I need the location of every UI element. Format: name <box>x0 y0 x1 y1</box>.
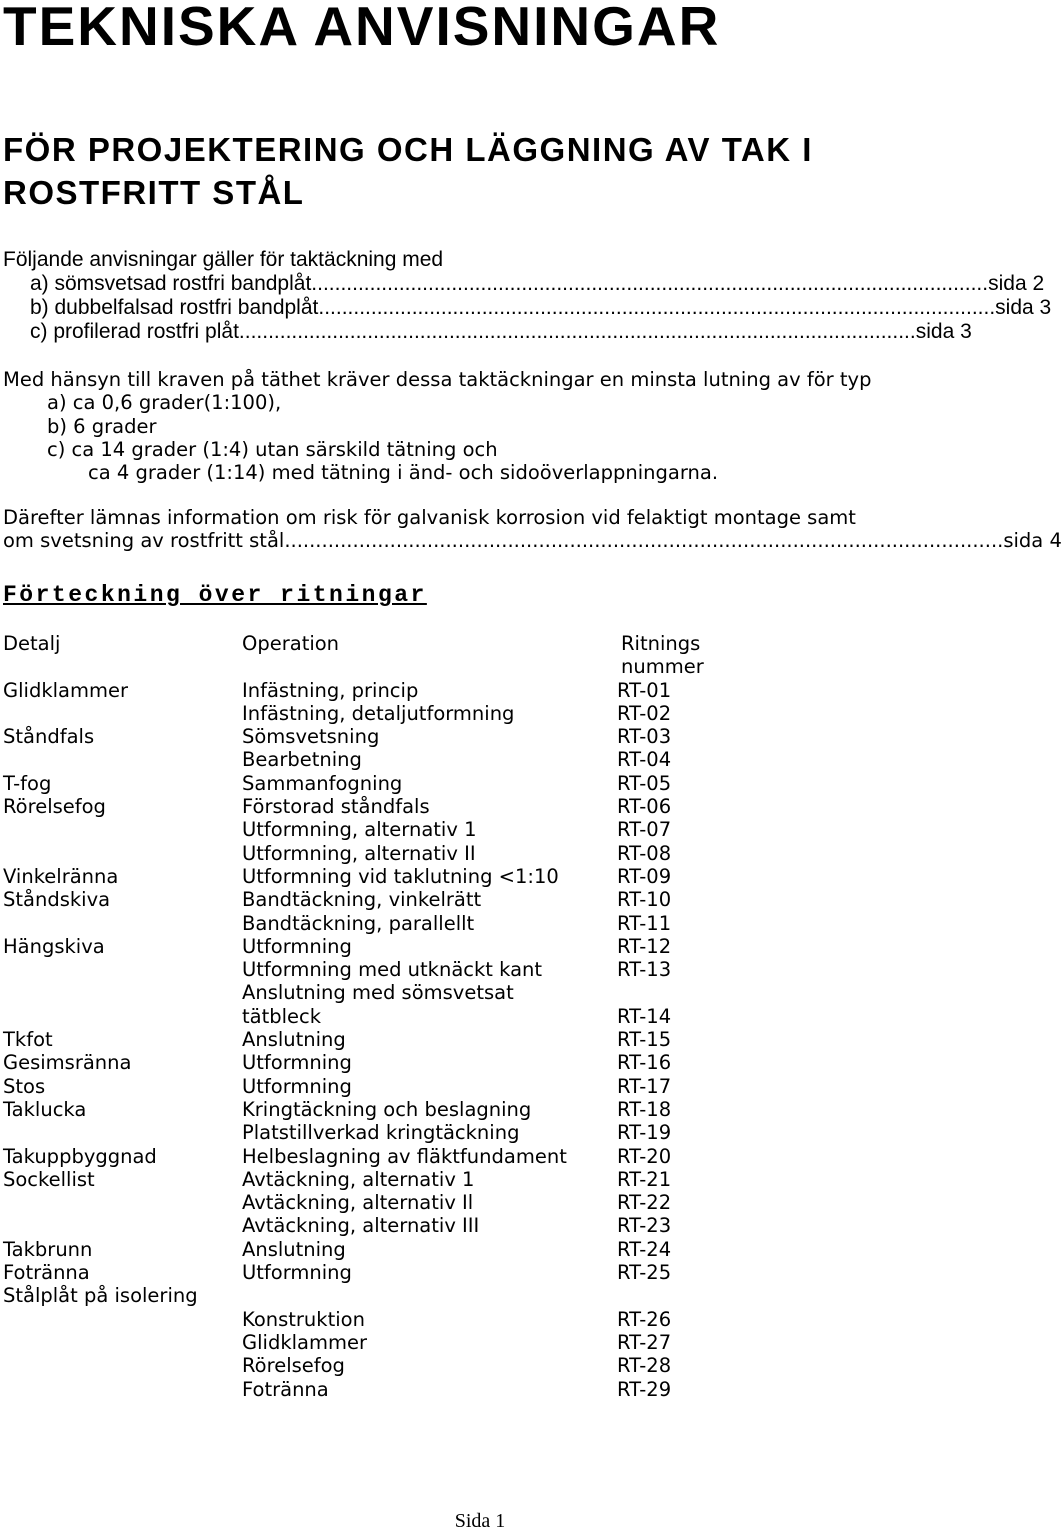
cell-detail: Fotränna <box>3 1261 90 1285</box>
cell-drawing-number: RT-10 <box>617 888 672 912</box>
document-subtitle: FÖR PROJEKTERING OCH LÄGGNING AV TAK I ROSTFRITT STÅL <box>3 131 813 211</box>
cell-detail: Glidklammer <box>3 678 128 702</box>
intro-item-page: sida 2 <box>988 272 1045 295</box>
cell-detail: Tkfot <box>3 1028 53 1052</box>
cell-drawing-number: RT-26 <box>617 1307 672 1331</box>
slope-item-continuation: ca 4 grader (1:14) med tätning i änd- och sidoöverlappningarna. <box>88 461 719 485</box>
intro-section <box>3 248 1052 344</box>
cell-drawing-number: RT-17 <box>617 1074 672 1098</box>
cell-drawing-number: RT-12 <box>617 934 672 958</box>
cell-operation: Utformning vid taklutning <1:10 <box>242 864 559 888</box>
cell-operation: Infästning, detaljutformning <box>242 701 515 725</box>
cell-operation: Avtäckning, alternativ Il <box>242 1191 474 1215</box>
intro-item-page: sida 3 <box>915 320 972 343</box>
cell-operation: Utformning, alternativ 1 <box>242 818 477 842</box>
cell-drawing-number: RT-20 <box>617 1144 672 1168</box>
cell-drawing-number: RT-16 <box>617 1051 672 1075</box>
cell-detail: Takuppbyggnad <box>3 1144 157 1168</box>
cell-drawing-number: RT-13 <box>617 958 672 982</box>
intro-item <box>3 272 1045 296</box>
cell-operation: Utformning, alternativ II <box>242 841 476 865</box>
cell-drawing-number: RT-18 <box>617 1097 672 1121</box>
cell-operation: Platstillverkad kringtäckning <box>242 1121 520 1145</box>
drawing-list-heading: Förteckning över ritningar <box>3 582 427 608</box>
cell-drawing-number: RT-11 <box>617 911 672 935</box>
galvanic-line: Därefter lämnas information om risk för galvanisk korrosion vid felaktigt montage samt <box>3 506 856 529</box>
cell-drawing-number: RT-15 <box>617 1028 672 1052</box>
cell-drawing-number: RT-08 <box>617 841 672 865</box>
cell-operation: Rörelsefog <box>242 1354 345 1378</box>
cell-drawing-number: RT-06 <box>617 795 672 819</box>
dot-leader: .................................................................................................................... <box>284 529 1004 553</box>
cell-operation: Avtäckning, alternativ 1 <box>242 1167 475 1191</box>
cell-operation: Infästning, princip <box>242 678 419 702</box>
cell-detail: Ståndskiva <box>3 888 111 912</box>
slope-item: a) ca 0,6 grader(1:100), <box>47 391 282 415</box>
cell-detail: Ståndfals <box>3 725 95 749</box>
intro-lead: Följande anvisningar gäller för taktäckning med <box>3 248 444 271</box>
cell-operation: Bandtäckning, vinkelrätt <box>242 888 482 912</box>
cell-operation: Anslutning med sömsvetsat tätbleck <box>242 981 514 1028</box>
cell-drawing-number: RT-22 <box>617 1191 672 1215</box>
cell-drawing-number: RT-25 <box>617 1261 672 1285</box>
cell-operation: Utformning med utknäckt kant <box>242 958 543 982</box>
cell-drawing-number: RT-29 <box>617 1377 672 1401</box>
cell-detail: Vinkelränna <box>3 864 119 888</box>
cell-drawing-number: RT-24 <box>617 1237 672 1261</box>
intro-item <box>3 320 972 344</box>
cell-detail: Takbrunn <box>3 1237 93 1261</box>
cell-operation: Anslutning <box>242 1237 346 1261</box>
cell-drawing-number: RT-28 <box>617 1354 672 1378</box>
dot-leader: .................................................................................................................... <box>318 296 996 319</box>
slope-item: c) ca 14 grader (1:4) utan särskild tätning och <box>47 437 498 461</box>
cell-drawing-number: RT-14 <box>617 1004 672 1028</box>
intro-item-text: b) dubbelfalsad rostfri bandplåt <box>30 296 319 319</box>
cell-operation: Sömsvetsning <box>242 725 380 749</box>
dot-leader: .................................................................................................................... <box>311 272 989 295</box>
cell-detail: Stålplåt på isolering <box>3 1284 198 1308</box>
cell-detail: Taklucka <box>3 1097 87 1121</box>
column-header-operation: Operation <box>242 632 340 655</box>
galvanic-page: sida 4 <box>1003 529 1062 553</box>
cell-operation: Utformning <box>242 1051 352 1075</box>
cell-operation: Utformning <box>242 1074 352 1098</box>
galvanic-section <box>3 506 1062 553</box>
cell-detail: T-fog <box>3 771 52 795</box>
page-footer: Sida 1 <box>454 1510 506 1532</box>
slope-item: b) 6 grader <box>47 414 157 438</box>
cell-operation: Sammanfogning <box>242 771 403 795</box>
cell-drawing-number: RT-03 <box>617 725 672 749</box>
cell-operation: Kringtäckning och beslagning <box>242 1097 532 1121</box>
dot-leader: .................................................................................................................... <box>238 320 916 343</box>
cell-drawing-number: RT-02 <box>617 701 672 725</box>
slope-section <box>3 368 958 484</box>
slope-lead: Med hänsyn till kraven på täthet kräver dessa taktäckningar en minsta lutning av för typ <box>3 368 872 391</box>
cell-operation: Anslutning <box>242 1028 346 1052</box>
cell-drawing-number: RT-05 <box>617 771 672 795</box>
cell-operation: Förstorad ståndfals <box>242 795 430 819</box>
cell-detail: Stos <box>3 1074 46 1098</box>
cell-detail: Hängskiva <box>3 934 105 958</box>
cell-drawing-number: RT-01 <box>617 678 672 702</box>
column-header-number: Ritnings nummer <box>621 632 704 679</box>
galvanic-line-ref <box>3 529 1062 553</box>
cell-drawing-number: RT-27 <box>617 1330 672 1354</box>
cell-operation: Bearbetning <box>242 748 362 772</box>
cell-detail: Gesimsränna <box>3 1051 132 1075</box>
cell-drawing-number: RT-07 <box>617 818 672 842</box>
cell-drawing-number: RT-19 <box>617 1121 672 1145</box>
intro-item <box>3 296 1052 320</box>
document-title: TEKNISKA ANVISNINGAR <box>3 0 721 57</box>
cell-detail: Rörelsefog <box>3 795 106 819</box>
cell-detail: Sockellist <box>3 1167 95 1191</box>
cell-operation: Avtäckning, alternativ III <box>242 1214 480 1238</box>
cell-drawing-number: RT-21 <box>617 1167 672 1191</box>
cell-operation: Bandtäckning, parallellt <box>242 911 475 935</box>
cell-operation: Glidklammer <box>242 1330 367 1354</box>
cell-drawing-number: RT-23 <box>617 1214 672 1238</box>
cell-operation: Utformning <box>242 934 352 958</box>
column-header-detail: Detalj <box>3 632 61 655</box>
cell-drawing-number: RT-09 <box>617 864 672 888</box>
cell-operation: Konstruktion <box>242 1307 365 1331</box>
cell-operation: Fotränna <box>242 1377 329 1401</box>
galvanic-line-text: om svetsning av rostfritt stål <box>3 529 285 553</box>
cell-operation: Helbeslagning av fläktfundament <box>242 1144 567 1168</box>
cell-drawing-number: RT-04 <box>617 748 672 772</box>
intro-item-page: sida 3 <box>995 296 1052 319</box>
intro-item-text: a) sömsvetsad rostfri bandplåt <box>30 272 312 295</box>
intro-item-text: c) profilerad rostfri plåt <box>30 320 239 343</box>
cell-operation: Utformning <box>242 1261 352 1285</box>
